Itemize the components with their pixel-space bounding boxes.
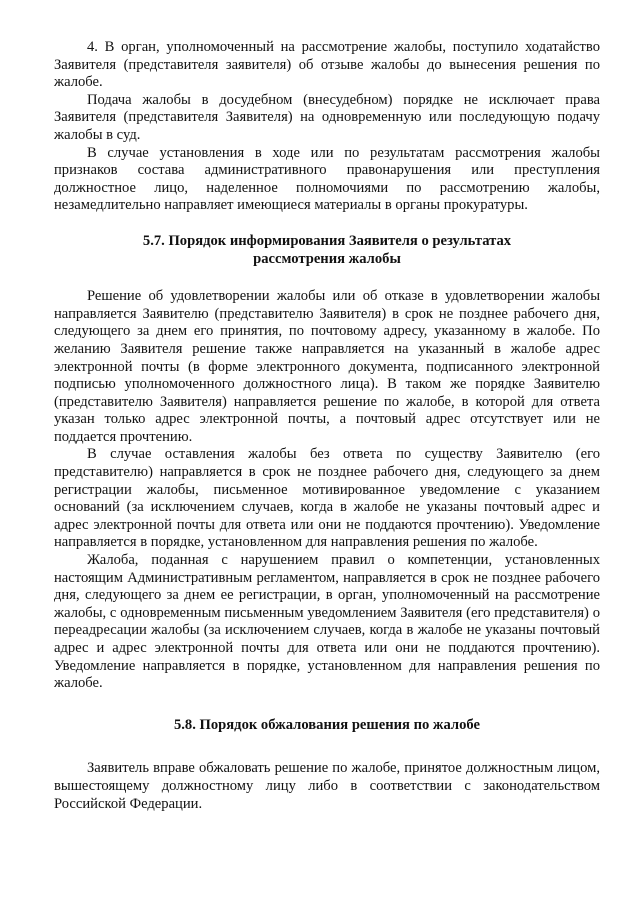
paragraph-court-right: Подача жалобы в досудебном (внесудебном) порядке не исключает права Заявителя (представителя Заявителя) на одновременную или последующую подачу жалобы в суд. — [54, 91, 600, 143]
paragraph-prosecutor-referral: В случае установления в ходе или по результатам рассмотрения жалобы признаков состава административного правонарушения или преступления должностное лицо, наделенное полномочиями по рассмотрению жалобы, незамедлительно направляет имеющиеся материалы в органы прокуратуры. — [54, 144, 600, 214]
paragraph-decision-delivery: Решение об удовлетворении жалобы или об отказе в удовлетворении жалобы направляется Заявителю (представителю Заявителя) в срок не позднее рабочего дня, следующего за днем его принятия, по почтовому адресу, указанному в жалобе. По желанию Заявителя решение также направляется на указанный в жалобе адрес электронной почты (в форме электронного документа, подписанного электронной подписью уполномоченного должностного лица). В таком же порядке Заявителю (представителю Заявителя) направляется решение по жалобе, в которой для ответа указан только адрес электронной почты, а почтовый адрес отсутствует или не поддается прочтению. — [54, 288, 600, 445]
section-5-7-heading-line2: рассмотрения жалобы — [253, 250, 401, 267]
paragraph-withdrawal-request: 4. В орган, уполномоченный на рассмотрение жалобы, поступило ходатайство Заявителя (представителя заявителя) об отзыве жалобы до вынесения решения по жалобе. — [54, 39, 600, 91]
paragraph-appeal-right: Заявитель вправе обжаловать решение по жалобе, принятое должностным лицом, вышестоящему должностному лицу либо в соответствии с законодательством Российской Федерации. — [54, 760, 600, 812]
document-page — [54, 39, 600, 813]
paragraph-redirect-complaint: Жалоба, поданная с нарушением правил о компетенции, установленных настоящим Административным регламентом, направляется в срок не позднее рабочего дня, следующего за днем ее регистрации, в орган, уполномоченный на рассмотрение жалобы, с одновременным письменным уведомлением Заявителя (его представителя) о переадресации жалобы (за исключением случаев, когда в жалобе не указаны почтовый адрес и адрес электронной почты для ответа или они не поддаются прочтению). Уведомление направляется в порядке, установленном для направления решения по жалобе. — [54, 552, 600, 692]
section-5-7-heading-line1: 5.7. Порядок информирования Заявителя о результатах — [142, 232, 512, 249]
section-5-7-heading — [54, 233, 600, 268]
section-5-8-heading: 5.8. Порядок обжалования решения по жалобе — [173, 716, 480, 733]
paragraph-no-answer-notice: В случае оставления жалобы без ответа по существу Заявителю (его представителю) направляется в срок не позднее рабочего дня, следующего за днем регистрации жалобы, письменное мотивированное уведомление с указанием оснований (за исключением случаев, когда в жалобе не указаны почтовый адрес и адрес электронной почты для ответа или они не поддаются прочтению). Уведомление направляется в порядке, установленном для направления решения по жалобе. — [54, 446, 600, 551]
